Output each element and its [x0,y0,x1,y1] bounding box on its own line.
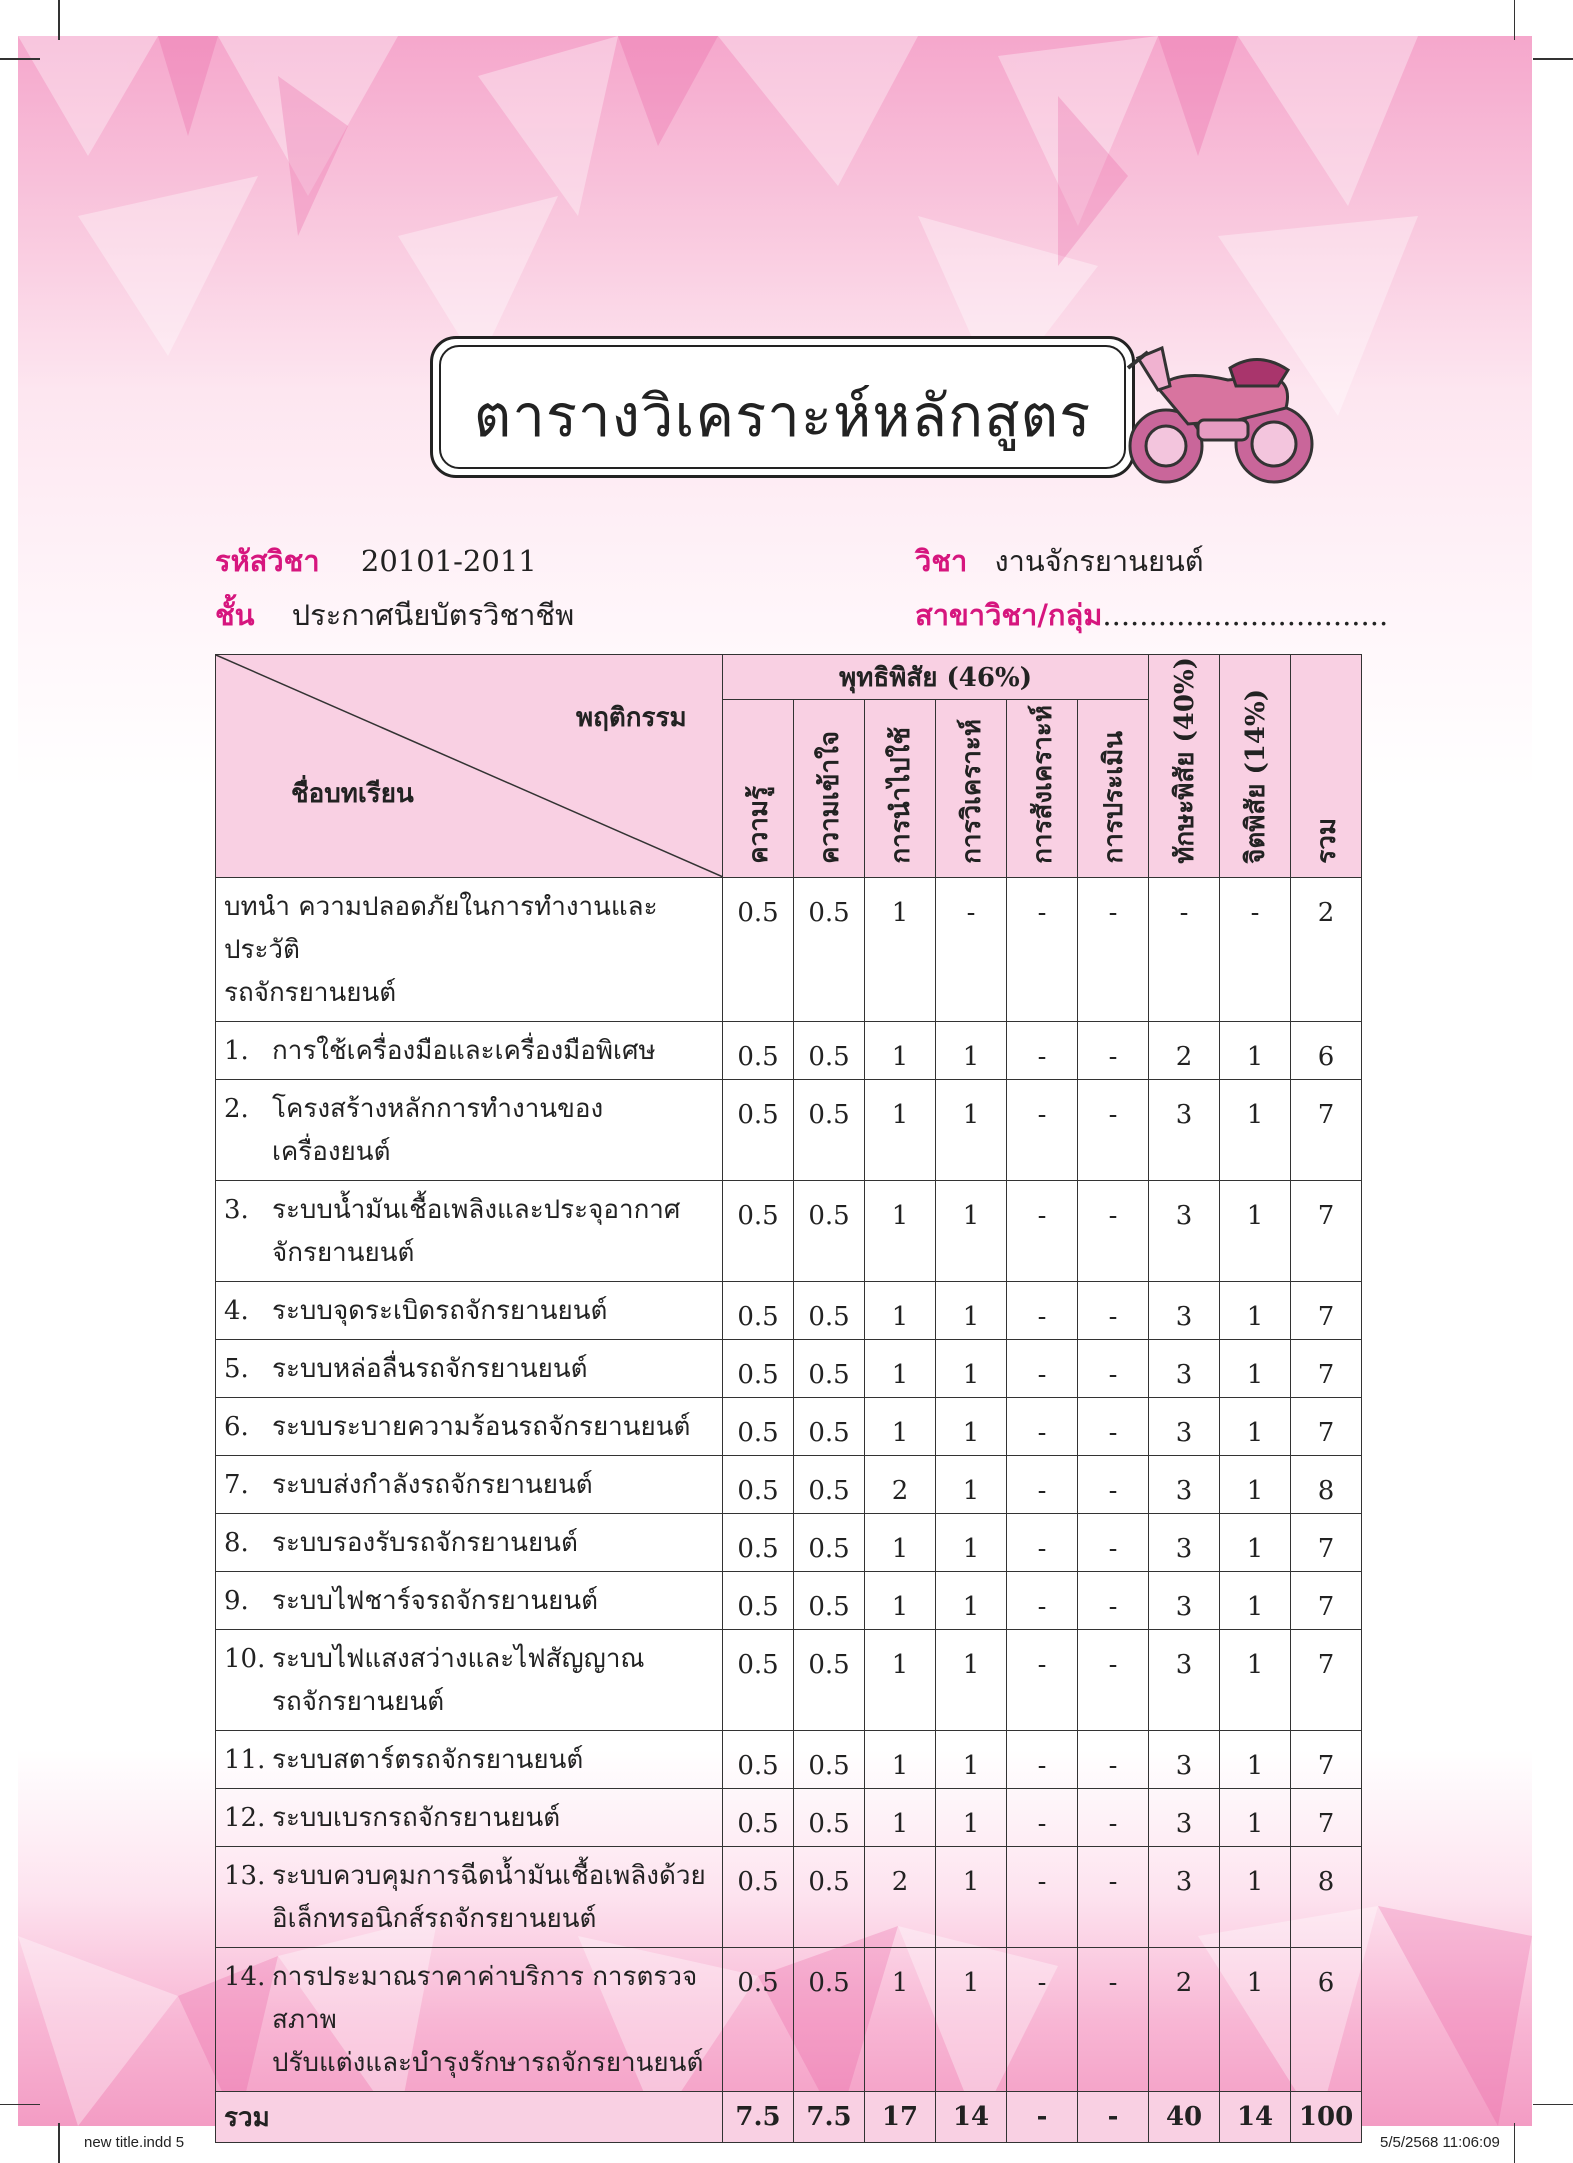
total-header: รวม [1311,818,1342,864]
score-cell: 0.5 [794,1731,865,1789]
sub-header-cell [936,700,1007,878]
lesson-line [224,1580,714,1623]
score-cell: 1 [865,1340,936,1398]
lesson-line [224,1797,714,1840]
score-cell: 1 [1220,1630,1291,1731]
score-cell: 1 [936,1789,1007,1847]
lesson-name: อิเล็กทรอนิกส์รถจักรยานยนต์ [272,1904,597,1934]
score-cell: 1 [865,1398,936,1456]
score-cell: 0.5 [723,1630,794,1731]
total-value: 17 [865,2092,936,2143]
score-cell: 2 [865,1847,936,1948]
score-cell: 7 [1291,1282,1362,1340]
score-cell: 3 [1149,1630,1220,1731]
lesson-name: ระบบน้ำมันเชื้อเพลิงและประจุอากาศ [272,1195,681,1225]
lesson-number: 12. [224,1803,266,1833]
total-value: 14 [936,2092,1007,2143]
lesson-number: 11. [224,1745,266,1775]
lesson-name: บทนำ ความปลอดภัยในการทำงานและประวัติ [224,892,658,965]
score-cell: 6 [1291,1948,1362,2092]
lesson-number: 4. [224,1296,249,1326]
sub-header-cell [723,700,794,878]
lesson-name: ระบบสตาร์ตรถจักรยานยนต์ [272,1745,584,1775]
score-cell: - [1078,1630,1149,1731]
score-cell: - [1078,1456,1149,1514]
score-cell: 1 [1220,1022,1291,1080]
score-cell: - [1007,1398,1078,1456]
score-cell: 1 [936,1572,1007,1630]
crop-mark [58,0,60,40]
score-cell: 7 [1291,1398,1362,1456]
score-cell: 0.5 [794,1630,865,1731]
score-cell: 3 [1149,1456,1220,1514]
course-code-label: รหัสวิชา [215,544,320,578]
score-cell: 0.5 [794,1456,865,1514]
lesson-line [224,1189,714,1232]
score-cell: 1 [865,1514,936,1572]
score-cell: 0.5 [723,1847,794,1948]
score-cell: - [1078,1022,1149,1080]
level-line [215,592,574,638]
score-cell: 1 [936,1340,1007,1398]
lesson-name: จักรยานยนต์ [272,1238,415,1268]
table-row [216,1282,1362,1340]
lesson-number: 7. [224,1470,249,1500]
total-header-cell [1291,655,1362,878]
score-cell: 1 [1220,1398,1291,1456]
page-title: ตารางวิเคราะห์หลักสูตร [473,382,1092,450]
score-cell: 3 [1149,1080,1220,1181]
score-cell: 8 [1291,1847,1362,1948]
table-row [216,1080,1362,1181]
sub-header-cell [1007,700,1078,878]
sub-header-cell [1078,700,1149,878]
total-row [216,2092,1362,2143]
score-cell: 0.5 [794,1080,865,1181]
lesson-cell [216,1514,723,1572]
total-value: - [1078,2092,1149,2143]
lesson-name: รถจักรยานยนต์ [272,1687,445,1717]
lesson-number: 8. [224,1528,249,1558]
score-cell: 1 [1220,1731,1291,1789]
table-row [216,1731,1362,1789]
sub-header: ความเข้าใจ [814,731,845,864]
title-frame [430,336,1135,478]
lesson-name: ระบบจุดระเบิดรถจักรยานยนต์ [272,1296,608,1326]
score-cell: - [1078,1789,1149,1847]
score-cell: 3 [1149,1340,1220,1398]
score-cell: 8 [1291,1456,1362,1514]
score-cell: 0.5 [723,1080,794,1181]
course-code-line [215,538,537,584]
score-cell: 0.5 [794,1340,865,1398]
score-cell: 0.5 [794,1847,865,1948]
slug-file: new title.indd 5 [84,2134,185,2151]
score-cell: 1 [1220,1181,1291,1282]
table-row [216,1630,1362,1731]
score-cell: 1 [936,1456,1007,1514]
score-cell: 1 [865,1630,936,1731]
level-label: ชั้น [215,598,255,632]
lesson-number: 13. [224,1861,266,1891]
score-cell: 0.5 [723,1398,794,1456]
crop-mark [1514,2123,1516,2163]
lesson-line [224,1464,714,1507]
lesson-cell [216,1398,723,1456]
score-cell: - [1007,1731,1078,1789]
score-cell: 0.5 [723,1282,794,1340]
score-cell: - [1078,1514,1149,1572]
crop-mark [1514,0,1516,40]
score-cell: 7 [1291,1789,1362,1847]
crop-mark [58,2123,60,2163]
motorcycle-icon [1118,328,1318,490]
score-cell: 7 [1291,1731,1362,1789]
score-cell: 1 [1220,1847,1291,1948]
score-cell: - [1007,1340,1078,1398]
lesson-cell [216,1847,723,1948]
score-cell: - [1078,1080,1149,1181]
lesson-name: ระบบเบรกรถจักรยานยนต์ [272,1803,561,1833]
lesson-cell [216,1731,723,1789]
score-cell: 0.5 [723,1948,794,2092]
lesson-cell [216,1456,723,1514]
score-cell: 1 [936,1847,1007,1948]
score-cell: 2 [865,1456,936,1514]
score-cell: - [1078,1731,1149,1789]
lesson-cell [216,1282,723,1340]
sub-header-cell [865,700,936,878]
table-body [216,878,1362,2092]
score-cell: - [1078,1340,1149,1398]
total-value: 7.5 [723,2092,794,2143]
lesson-cell [216,1022,723,1080]
score-cell: 2 [1149,1948,1220,2092]
lesson-cell [216,878,723,1022]
score-cell: 2 [1149,1022,1220,1080]
score-cell: 1 [936,1514,1007,1572]
lesson-number [224,1898,272,1941]
score-cell: - [1078,1398,1149,1456]
lesson-cell [216,1630,723,1731]
lesson-line [224,2042,714,2085]
score-cell: 1 [865,1731,936,1789]
score-cell: - [936,878,1007,1022]
lesson-number: 6. [224,1412,249,1442]
score-cell: 1 [936,1181,1007,1282]
score-cell: 0.5 [794,1789,865,1847]
score-cell: - [1007,1948,1078,2092]
score-cell: 1 [865,878,936,1022]
score-cell: 1 [865,1080,936,1181]
score-cell: 1 [936,1022,1007,1080]
total-row-label: รวม [216,2092,723,2143]
corner-cell [216,655,723,878]
branch-label: สาขาวิชา/กลุ่ม [915,598,1103,632]
skill-header-cell [1149,655,1220,878]
score-cell: - [1149,878,1220,1022]
lesson-line [224,1030,714,1073]
lesson-line [224,1348,714,1391]
lesson-cell [216,1181,723,1282]
score-cell: 3 [1149,1847,1220,1948]
crop-mark [0,58,40,60]
lesson-number: 3. [224,1195,249,1225]
score-cell: 0.5 [794,1022,865,1080]
affective-header: จิตพิสัย (14%) [1240,689,1271,864]
score-cell: 1 [865,1789,936,1847]
table-row [216,1398,1362,1456]
level-value: ประกาศนียบัตรวิชาชีพ [291,598,575,632]
lesson-number: 9. [224,1586,249,1616]
score-cell: - [1007,878,1078,1022]
table-row [216,1181,1362,1282]
affective-header-cell [1220,655,1291,878]
score-cell: - [1078,878,1149,1022]
score-cell: 0.5 [794,1572,865,1630]
table-row [216,1789,1362,1847]
lesson-name: ระบบรองรับรถจักรยานยนต์ [272,1528,578,1558]
score-cell: 3 [1149,1789,1220,1847]
score-cell: 6 [1291,1022,1362,1080]
total-value: 14 [1220,2092,1291,2143]
score-cell: - [1078,1282,1149,1340]
score-cell: 1 [936,1948,1007,2092]
score-cell: 1 [1220,1514,1291,1572]
sub-header: การนำไปใช้ [885,727,916,864]
score-cell: 0.5 [723,1456,794,1514]
score-cell: 1 [1220,1456,1291,1514]
score-cell: - [1007,1022,1078,1080]
score-cell: - [1007,1181,1078,1282]
lesson-line [224,1855,714,1898]
lesson-name: การใช้เครื่องมือและเครื่องมือพิเศษ [272,1036,656,1066]
subject-label: วิชา [915,544,968,578]
score-cell: - [1078,1948,1149,2092]
branch-dots: ............................... [1102,598,1389,632]
table-row [216,1572,1362,1630]
lesson-number: 1. [224,1036,249,1066]
lesson-number: 10. [224,1644,266,1674]
table-row [216,1514,1362,1572]
score-cell: 1 [1220,1948,1291,2092]
lesson-line [224,1681,714,1724]
score-cell: - [1220,878,1291,1022]
lesson-number: 5. [224,1354,249,1384]
score-cell: 1 [865,1948,936,2092]
lesson-name: การประมาณราคาค่าบริการ การตรวจสภาพ [272,1962,698,2035]
score-cell: 1 [936,1731,1007,1789]
score-cell: 0.5 [794,1181,865,1282]
score-cell: 0.5 [794,1514,865,1572]
cognitive-header: พุทธิพิสัย (46%) [723,655,1149,700]
score-cell: 0.5 [723,1789,794,1847]
lesson-name: โครงสร้างหลักการทำงานของเครื่องยนต์ [272,1094,604,1167]
score-cell: 7 [1291,1080,1362,1181]
score-cell: 1 [1220,1789,1291,1847]
score-cell: - [1007,1789,1078,1847]
lesson-name: ระบบไฟแสงสว่างและไฟสัญญาณ [272,1644,645,1674]
score-cell: 0.5 [723,1181,794,1282]
lesson-number [224,1232,272,1275]
lesson-line [224,1898,714,1941]
lesson-name: ระบบหล่อลื่นรถจักรยานยนต์ [272,1354,588,1384]
corner-lesson-label: ชื่อบทเรียน [291,779,414,809]
sub-header: ความรู้ [743,786,774,864]
score-cell: 1 [865,1572,936,1630]
slug-timestamp: 5/5/2568 11:06:09 [1380,2134,1500,2151]
score-cell: 3 [1149,1282,1220,1340]
subject-line [915,538,1204,584]
score-cell: 3 [1149,1398,1220,1456]
sub-header: การวิเคราะห์ [956,719,987,864]
lesson-line [224,972,714,1015]
total-value: 7.5 [794,2092,865,2143]
score-cell: 0.5 [723,1022,794,1080]
total-value: 40 [1149,2092,1220,2143]
score-cell: 0.5 [723,1514,794,1572]
score-cell: 1 [1220,1572,1291,1630]
lesson-name: ระบบควบคุมการฉีดน้ำมันเชื้อเพลิงด้วย [272,1861,706,1891]
lesson-line [224,1739,714,1782]
table-row [216,1847,1362,1948]
score-cell: 3 [1149,1181,1220,1282]
score-cell: - [1007,1630,1078,1731]
table-row [216,1340,1362,1398]
lesson-number [224,2042,272,2085]
score-cell: 1 [865,1022,936,1080]
course-code-value: 20101-2011 [360,544,537,578]
score-cell: 1 [936,1630,1007,1731]
score-cell: 7 [1291,1572,1362,1630]
lesson-line [224,1522,714,1565]
score-cell: - [1007,1847,1078,1948]
total-value: - [1007,2092,1078,2143]
score-cell: - [1007,1572,1078,1630]
score-cell: 1 [865,1181,936,1282]
score-cell: - [1078,1572,1149,1630]
score-cell: 0.5 [794,878,865,1022]
score-cell: - [1007,1456,1078,1514]
lesson-cell [216,1080,723,1181]
lesson-name: ระบบไฟชาร์จรถจักรยานยนต์ [272,1586,599,1616]
lesson-name: ปรับแต่งและบำรุงรักษารถจักรยานยนต์ [272,2048,704,2078]
lesson-line [224,1290,714,1333]
score-cell: 7 [1291,1514,1362,1572]
score-cell: - [1078,1181,1149,1282]
score-cell: 1 [1220,1340,1291,1398]
lesson-line [224,886,714,972]
lesson-cell [216,1948,723,2092]
score-cell: 1 [936,1282,1007,1340]
score-cell: 0.5 [723,1731,794,1789]
score-cell: 3 [1149,1731,1220,1789]
sub-header-cell [794,700,865,878]
lesson-line [224,1638,714,1681]
lesson-cell [216,1789,723,1847]
score-cell: 0.5 [723,1572,794,1630]
branch-line [915,592,1388,638]
lesson-line [224,1406,714,1449]
score-cell: 7 [1291,1630,1362,1731]
score-cell: 1 [865,1282,936,1340]
subject-value: งานจักรยานยนต์ [994,544,1204,578]
score-cell: 3 [1149,1572,1220,1630]
sub-header: การสังเคราะห์ [1027,705,1058,864]
score-cell: 1 [1220,1282,1291,1340]
score-cell: 0.5 [794,1398,865,1456]
sub-header: การประเมิน [1098,731,1129,864]
score-cell: 1 [1220,1080,1291,1181]
lesson-name: ระบบระบายความร้อนรถจักรยานยนต์ [272,1412,691,1442]
score-cell: 0.5 [794,1948,865,2092]
lesson-number [224,1681,272,1724]
lesson-name: รถจักรยานยนต์ [224,978,397,1008]
score-cell: 0.5 [723,878,794,1022]
score-cell: 7 [1291,1181,1362,1282]
score-cell: 3 [1149,1514,1220,1572]
score-cell: 1 [936,1080,1007,1181]
skill-header: ทักษะพิสัย (40%) [1169,657,1200,864]
score-cell: 0.5 [723,1340,794,1398]
table-row [216,1948,1362,2092]
corner-behavior-label: พฤติกรรม [576,703,687,733]
total-value: 100 [1291,2092,1362,2143]
score-cell: 7 [1291,1340,1362,1398]
table-row [216,1456,1362,1514]
score-cell: 0.5 [794,1282,865,1340]
lesson-number: 2. [224,1094,249,1124]
table-row [216,878,1362,1022]
score-cell: 2 [1291,878,1362,1022]
lesson-line [224,1088,714,1174]
score-cell: 1 [936,1398,1007,1456]
lesson-line [224,1232,714,1275]
crop-mark [0,2104,40,2106]
score-cell: - [1007,1282,1078,1340]
crop-mark [1533,2104,1573,2106]
table-row [216,1022,1362,1080]
crop-mark [1533,58,1573,60]
score-cell: - [1078,1847,1149,1948]
lesson-cell [216,1340,723,1398]
diagonal-line [216,655,723,877]
lesson-line [224,1956,714,2042]
curriculum-table [215,654,1362,2143]
lesson-name: ระบบส่งกำลังรถจักรยานยนต์ [272,1470,593,1500]
score-cell: - [1007,1080,1078,1181]
score-cell: - [1007,1514,1078,1572]
lesson-number: 14. [224,1962,266,1992]
lesson-cell [216,1572,723,1630]
